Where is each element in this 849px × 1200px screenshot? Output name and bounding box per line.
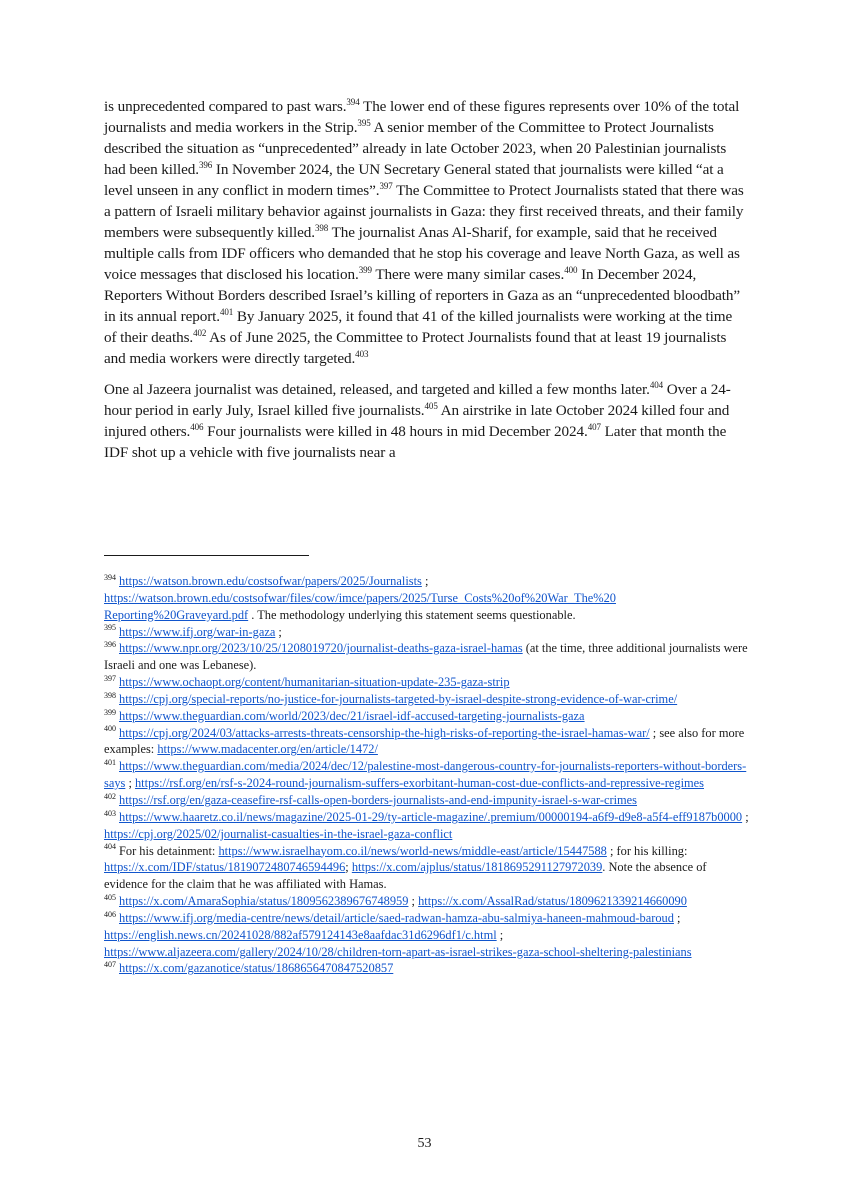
footnote-link[interactable]: https://x.com/AssalRad/status/1809621339214660090 xyxy=(418,894,687,909)
footnote-405 xyxy=(104,893,749,910)
footnote-reference[interactable]: 404 xyxy=(649,379,664,390)
text-run: ; xyxy=(673,910,681,925)
footnote-number: 398 xyxy=(104,690,116,700)
body-paragraph xyxy=(104,379,744,463)
footnote-number: 403 xyxy=(104,808,116,818)
footnote-reference[interactable]: 395 xyxy=(357,117,371,128)
text-run: ; xyxy=(275,624,282,639)
text-run: There were many similar cases. xyxy=(371,266,565,283)
footnote-number: 404 xyxy=(104,842,116,852)
footnote-link[interactable]: https://www.aljazeera.com/gallery/2024/10/28/children-torn-apart-as-israel-strikes-gaza-school-sheltering-palestinians xyxy=(104,944,692,959)
footnote-link[interactable]: https://cpj.org/2025/02/journalist-casualties-in-the-israel-gaza-conflict xyxy=(104,826,453,841)
footnote-reference[interactable]: 407 xyxy=(587,421,601,432)
text-run: Four journalists were killed in 48 hours in mid December 2024. xyxy=(203,423,588,440)
footnote-link[interactable]: https://x.com/AmaraSophia/status/1809562389676748959 xyxy=(119,894,409,909)
footnote-link[interactable]: https://watson.brown.edu/costsofwar/files/cow/imce/papers/2025/Turse_Costs%20of%20War_The%20 Reporting%20Graveyard.pdf xyxy=(104,590,616,622)
footnote-403 xyxy=(104,809,749,843)
footnote-402 xyxy=(104,792,749,809)
footnote-reference[interactable]: 403 xyxy=(355,348,369,359)
text-run: One al Jazeera journalist was detained, released, and targeted and killed a few months later. xyxy=(104,381,650,398)
footnote-link[interactable]: https://x.com/ajplus/status/1818695291127972039 xyxy=(351,860,603,875)
footnote-link[interactable]: https://x.com/IDF/status/1819072480746594496 xyxy=(104,860,346,875)
footnote-link[interactable]: https://cpj.org/2024/03/attacks-arrests-threats-censorship-the-high-risks-of-reporting-the-israel-hamas-war/ xyxy=(119,725,650,740)
footnote-link[interactable]: https://www.haaretz.co.il/news/magazine/2025-01-29/ty-article-magazine/.premium/00000194-a6f9-d9e8-a5f4-eff9187b0000 xyxy=(119,809,743,824)
footnote-number: 396 xyxy=(104,640,116,650)
text-run: is unprecedented compared to past wars. xyxy=(104,98,347,115)
page-number: 53 xyxy=(417,1136,432,1151)
footnote-link[interactable]: https://english.news.cn/20241028/882af579124143e8aafdac31d6296df1/c.html xyxy=(104,927,497,942)
footnote-reference[interactable]: 400 xyxy=(564,264,578,275)
footnote-number: 394 xyxy=(104,572,116,582)
text-run: . The methodology underlying this statement seems questionable. xyxy=(248,607,576,622)
text-run: ; xyxy=(421,574,429,588)
text-run: The journalist Anas Al-Sharif, for example, said that he received multiple calls from IDF officers who demanded that he stop his coverage and leave North Gaza, as well as voice messages that disclosed his location. xyxy=(104,224,740,283)
footnotes xyxy=(104,573,749,977)
text-run: . Note the absence of evidence for the claim that he was affiliated with Hamas. xyxy=(104,860,707,892)
footnote-link[interactable]: https://www.ifj.org/media-centre/news/detail/article/saed-radwan-hamza-abu-salmiya-haneen-mahmoud-baroud xyxy=(119,910,674,925)
text-run: By January 2025, it found that 41 of the killed journalists were working at the time of their deaths. xyxy=(104,308,733,346)
text-run: ; for his killing: xyxy=(606,843,688,858)
footnote-399 xyxy=(104,708,749,725)
text-run: ; xyxy=(496,927,504,942)
text-run: ; xyxy=(125,776,135,791)
footnote-reference[interactable]: 402 xyxy=(193,327,207,338)
text-run: A senior member of the Committee to Protect Journalists described the situation as “unprecedented” already in late October 2023, when 20 Palestinian journalists had been killed. xyxy=(104,119,727,178)
text-run: The lower end of these figures represents over 10% of the total journalists and media workers in the Strip. xyxy=(104,98,740,136)
footnote-link[interactable]: https://www.ochaopt.org/content/humanitarian-situation-update-235-gaza-strip xyxy=(119,675,510,690)
footnote-reference[interactable]: 398 xyxy=(314,222,329,233)
footnote-reference[interactable]: 394 xyxy=(346,96,360,107)
footnote-398 xyxy=(104,691,749,708)
footnote-link[interactable]: https://www.madacenter.org/en/article/1472/ xyxy=(157,742,378,757)
footnote-400 xyxy=(104,725,749,759)
footnote-link[interactable]: https://rsf.org/en/rsf-s-2024-round-journalism-suffers-exorbitant-human-cost-due-conflicts-and-repressive-regimes xyxy=(134,776,704,791)
footnote-number: 401 xyxy=(104,758,116,768)
footnote-link[interactable]: https://www.ifj.org/war-in-gaza xyxy=(119,624,276,639)
footnote-number: 399 xyxy=(104,707,116,717)
footnote-number: 402 xyxy=(104,791,116,801)
text-run: The Committee to Protect Journalists stated that there was a pattern of Israeli military behavior against journalists in Gaza: they first received threats, and their family members were subsequently killed. xyxy=(104,182,744,241)
text-run: Later that month the IDF shot up a vehicle with five journalists near a xyxy=(104,423,727,461)
footnote-reference[interactable]: 406 xyxy=(190,421,204,432)
text-run: ; xyxy=(408,894,419,909)
footnote-number: 407 xyxy=(104,960,116,970)
footnote-reference[interactable]: 405 xyxy=(424,400,438,411)
body-paragraph xyxy=(104,96,744,369)
text-run: As of June 2025, the Committee to Protect Journalists found that at least 19 journalists and media workers were directly targeted. xyxy=(104,329,727,367)
footnote-395 xyxy=(104,624,749,641)
text-run: ; xyxy=(742,809,749,824)
footnote-number: 397 xyxy=(104,673,116,683)
footnote-number: 405 xyxy=(104,892,116,902)
footnote-number: 395 xyxy=(104,623,116,633)
footnote-397 xyxy=(104,674,749,691)
footnote-406 xyxy=(104,910,749,961)
text-run: For his detainment: xyxy=(119,843,219,858)
footnote-404 xyxy=(104,843,749,894)
footnote-reference[interactable]: 401 xyxy=(220,306,234,317)
footnote-number: 406 xyxy=(104,909,116,919)
footnote-407 xyxy=(104,960,749,977)
footnote-link[interactable]: https://www.israelhayom.co.il/news/world-news/middle-east/article/15447588 xyxy=(218,843,607,858)
footnote-link[interactable]: https://cpj.org/special-reports/no-justice-for-journalists-targeted-by-israel-despite-strong-evidence-of-war-crime/ xyxy=(119,691,678,706)
text-run: ; xyxy=(345,860,352,875)
footnote-reference[interactable]: 396 xyxy=(198,159,213,170)
text-run: Over a 24-hour period in early July, Israel killed five journalists. xyxy=(104,381,731,419)
footnote-link[interactable]: https://rsf.org/en/gaza-ceasefire-rsf-calls-open-borders-journalists-and-end-impunity-israel-s-war-crimes xyxy=(119,792,638,807)
footnote-reference[interactable]: 397 xyxy=(379,180,393,191)
footnote-number: 400 xyxy=(104,724,116,734)
footnote-401 xyxy=(104,758,749,792)
body-text xyxy=(104,96,744,473)
footnote-separator xyxy=(104,555,309,556)
text-run: In December 2024, Reporters Without Borders described Israel’s killing of reporters in Gaza as an “unprecedented bloodbath” in its annual report. xyxy=(104,266,740,325)
text-run: (at the time, three additional journalists were Israeli and one was Lebanese). xyxy=(104,641,748,673)
text-run: In November 2024, the UN Secretary General stated that journalists were killed “at a level unseen in any conflict in modern times”. xyxy=(104,161,724,199)
footnote-396 xyxy=(104,640,749,674)
text-run: ; see also for more examples: xyxy=(104,725,745,757)
footnote-link[interactable]: https://www.theguardian.com/media/2024/dec/12/palestine-most-dangerous-country-for-journalists-reporters-without-borders-says xyxy=(104,759,747,791)
footnote-link[interactable]: https://x.com/gazanotice/status/1868656470847520857 xyxy=(119,961,394,976)
footnote-reference[interactable]: 399 xyxy=(358,264,372,275)
footnote-link[interactable]: https://www.npr.org/2023/10/25/1208019720/journalist-deaths-gaza-israel-hamas xyxy=(119,641,523,656)
footnote-394 xyxy=(104,573,749,624)
footnote-link[interactable]: https://watson.brown.edu/costsofwar/papers/2025/Journalists xyxy=(119,574,422,588)
text-run: An airstrike in late October 2024 killed four and injured others. xyxy=(104,402,730,440)
footnote-link[interactable]: https://www.theguardian.com/world/2023/dec/21/israel-idf-accused-targeting-journalists-gaza xyxy=(119,708,585,723)
